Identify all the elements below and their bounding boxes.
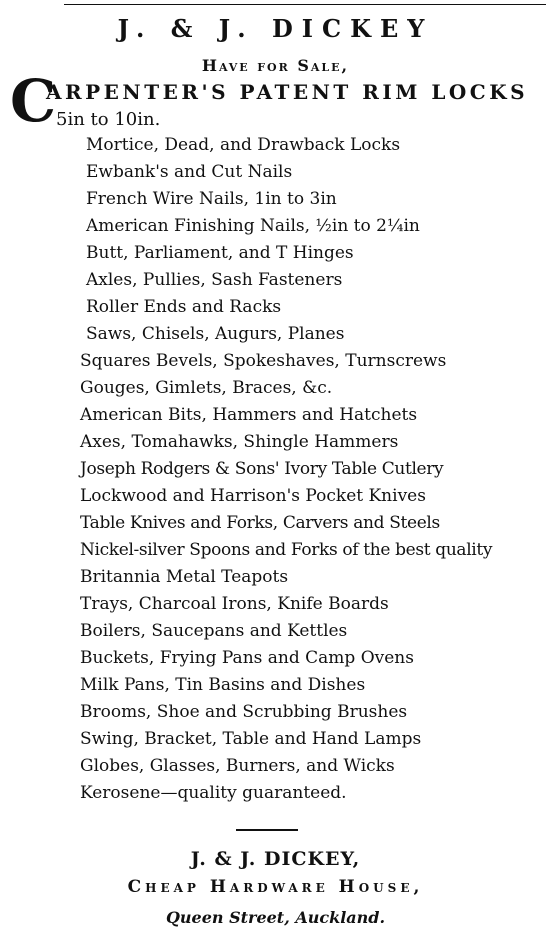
list-item: Roller Ends and Racks: [86, 297, 282, 317]
list-item: American Finishing Nails, ½in to 2¼in: [86, 216, 420, 236]
advertiser-name-header: J. & J. DICKEY: [117, 14, 434, 43]
list-item: Nickel-silver Spoons and Forks of the best quality: [80, 540, 493, 560]
footer-advertiser-name: J. & J. DICKEY,: [190, 848, 361, 870]
drop-cap: C: [10, 67, 57, 135]
list-item: Gouges, Gimlets, Braces, &c.: [80, 378, 333, 398]
list-item: Swing, Bracket, Table and Hand Lamps: [80, 729, 422, 749]
list-item: Globes, Glasses, Burners, and Wicks: [80, 756, 395, 776]
list-item: Lockwood and Harrison's Pocket Knives: [80, 486, 426, 506]
list-item: Joseph Rodgers & Sons' Ivory Table Cutlery: [80, 459, 444, 479]
list-item: Butt, Parliament, and T Hinges: [86, 243, 354, 263]
lead-product-sizes: 5in to 10in.: [56, 109, 161, 130]
list-item: American Bits, Hammers and Hatchets: [80, 405, 418, 425]
list-item: Ewbank's and Cut Nails: [86, 162, 293, 182]
list-item: Table Knives and Forks, Carvers and Steels: [80, 513, 440, 533]
list-item: Kerosene—quality guaranteed.: [80, 783, 347, 803]
lead-product-line: ARPENTER'S PATENT RIM LOCKS: [46, 80, 529, 104]
section-divider: [236, 829, 298, 831]
footer-store-name: Cheap Hardware House,: [127, 877, 424, 897]
list-item: Squares Bevels, Spokeshaves, Turnscrews: [80, 351, 447, 371]
list-item: French Wire Nails, 1in to 3in: [86, 189, 337, 209]
list-item: Milk Pans, Tin Basins and Dishes: [80, 675, 366, 695]
list-item: Axles, Pullies, Sash Fasteners: [86, 270, 343, 290]
list-item: Brooms, Shoe and Scrubbing Brushes: [80, 702, 408, 722]
list-item: Saws, Chisels, Augurs, Planes: [86, 324, 345, 344]
have-for-sale-subhead: Have for Sale,: [201, 56, 350, 75]
top-rule: [64, 4, 546, 5]
list-item: Buckets, Frying Pans and Camp Ovens: [80, 648, 414, 668]
list-item: Britannia Metal Teapots: [80, 567, 289, 587]
footer-address: Queen Street, Auckland.: [165, 908, 386, 927]
list-item: Mortice, Dead, and Drawback Locks: [86, 135, 401, 155]
product-list: [80, 132, 551, 807]
list-item: Axes, Tomahawks, Shingle Hammers: [80, 432, 399, 452]
list-item: Trays, Charcoal Irons, Knife Boards: [80, 594, 389, 614]
list-item: Boilers, Saucepans and Kettles: [80, 621, 348, 641]
